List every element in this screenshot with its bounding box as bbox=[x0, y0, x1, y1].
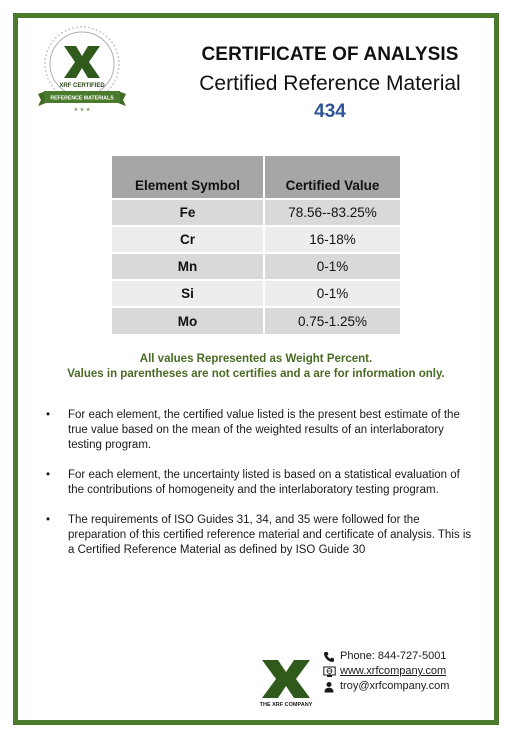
phone-icon bbox=[322, 651, 336, 663]
certified-values-table bbox=[112, 156, 400, 334]
column-header-value: Certified Value bbox=[264, 156, 400, 199]
certification-bullet-list bbox=[42, 408, 472, 573]
email-address[interactable]: troy@xrfcompany.com bbox=[340, 680, 450, 692]
certified-value: 0.75-1.25% bbox=[264, 307, 400, 334]
element-symbol: Cr bbox=[112, 226, 264, 253]
element-symbol: Mo bbox=[112, 307, 264, 334]
document-subtitle: Certified Reference Material bbox=[199, 72, 461, 95]
list-item: • For each element, the certified value listed is the present best estimate of the true value based on the mean of the weighted results of an interlaboratory testing program. bbox=[42, 408, 472, 453]
phone-number: Phone: 844-727-5001 bbox=[340, 650, 447, 662]
certified-value: 0-1% bbox=[264, 280, 400, 307]
column-header-element: Element Symbol bbox=[112, 156, 264, 199]
website-link[interactable]: www.xrfcompany.com bbox=[340, 665, 447, 677]
material-number: 434 bbox=[314, 101, 346, 122]
note-line-2: Values in parentheses are not certifies and a are for information only. bbox=[67, 368, 445, 380]
certified-value: 0-1% bbox=[264, 253, 400, 280]
element-symbol: Mn bbox=[112, 253, 264, 280]
table-header-row bbox=[112, 156, 400, 199]
element-symbol: Si bbox=[112, 280, 264, 307]
title-block bbox=[180, 44, 480, 123]
footer-logo-text: THE XRF COMPANY bbox=[259, 702, 313, 708]
globe-icon bbox=[322, 666, 336, 678]
xrf-company-logo bbox=[256, 658, 316, 708]
element-symbol: Fe bbox=[112, 199, 264, 226]
svg-text:★ ★ ★: ★ ★ ★ bbox=[73, 107, 91, 113]
weight-percent-notes bbox=[40, 352, 472, 382]
table-row bbox=[112, 280, 400, 307]
table-row bbox=[112, 226, 400, 253]
email-row bbox=[322, 679, 449, 694]
person-icon bbox=[322, 681, 336, 693]
website-row bbox=[322, 664, 449, 679]
seal-ribbon-text: REFERENCE MATERIALS bbox=[50, 95, 114, 102]
document-title: CERTIFICATE OF ANALYSIS bbox=[201, 44, 459, 65]
note-line-1: All values Represented as Weight Percent. bbox=[139, 353, 373, 365]
list-item: • For each element, the uncertainty listed is based on a statistical evaluation of the contributions of homogeneity and the interlaboratory testing program. bbox=[42, 468, 472, 498]
xrf-certified-seal-logo bbox=[32, 24, 132, 116]
phone-row bbox=[322, 649, 449, 664]
seal-top-text: XRF CERTIFIED bbox=[59, 83, 105, 89]
table-row bbox=[112, 199, 400, 226]
certified-value: 78.56--83.25% bbox=[264, 199, 400, 226]
table-row bbox=[112, 307, 400, 334]
table-row bbox=[112, 253, 400, 280]
list-item: • The requirements of ISO Guides 31, 34, and 35 were followed for the preparation of this certified reference material and certificate of analysis. This is a Certified Reference Material as defined by ISO Guide 30 bbox=[42, 513, 472, 558]
contact-info bbox=[322, 649, 449, 694]
certified-value: 16-18% bbox=[264, 226, 400, 253]
